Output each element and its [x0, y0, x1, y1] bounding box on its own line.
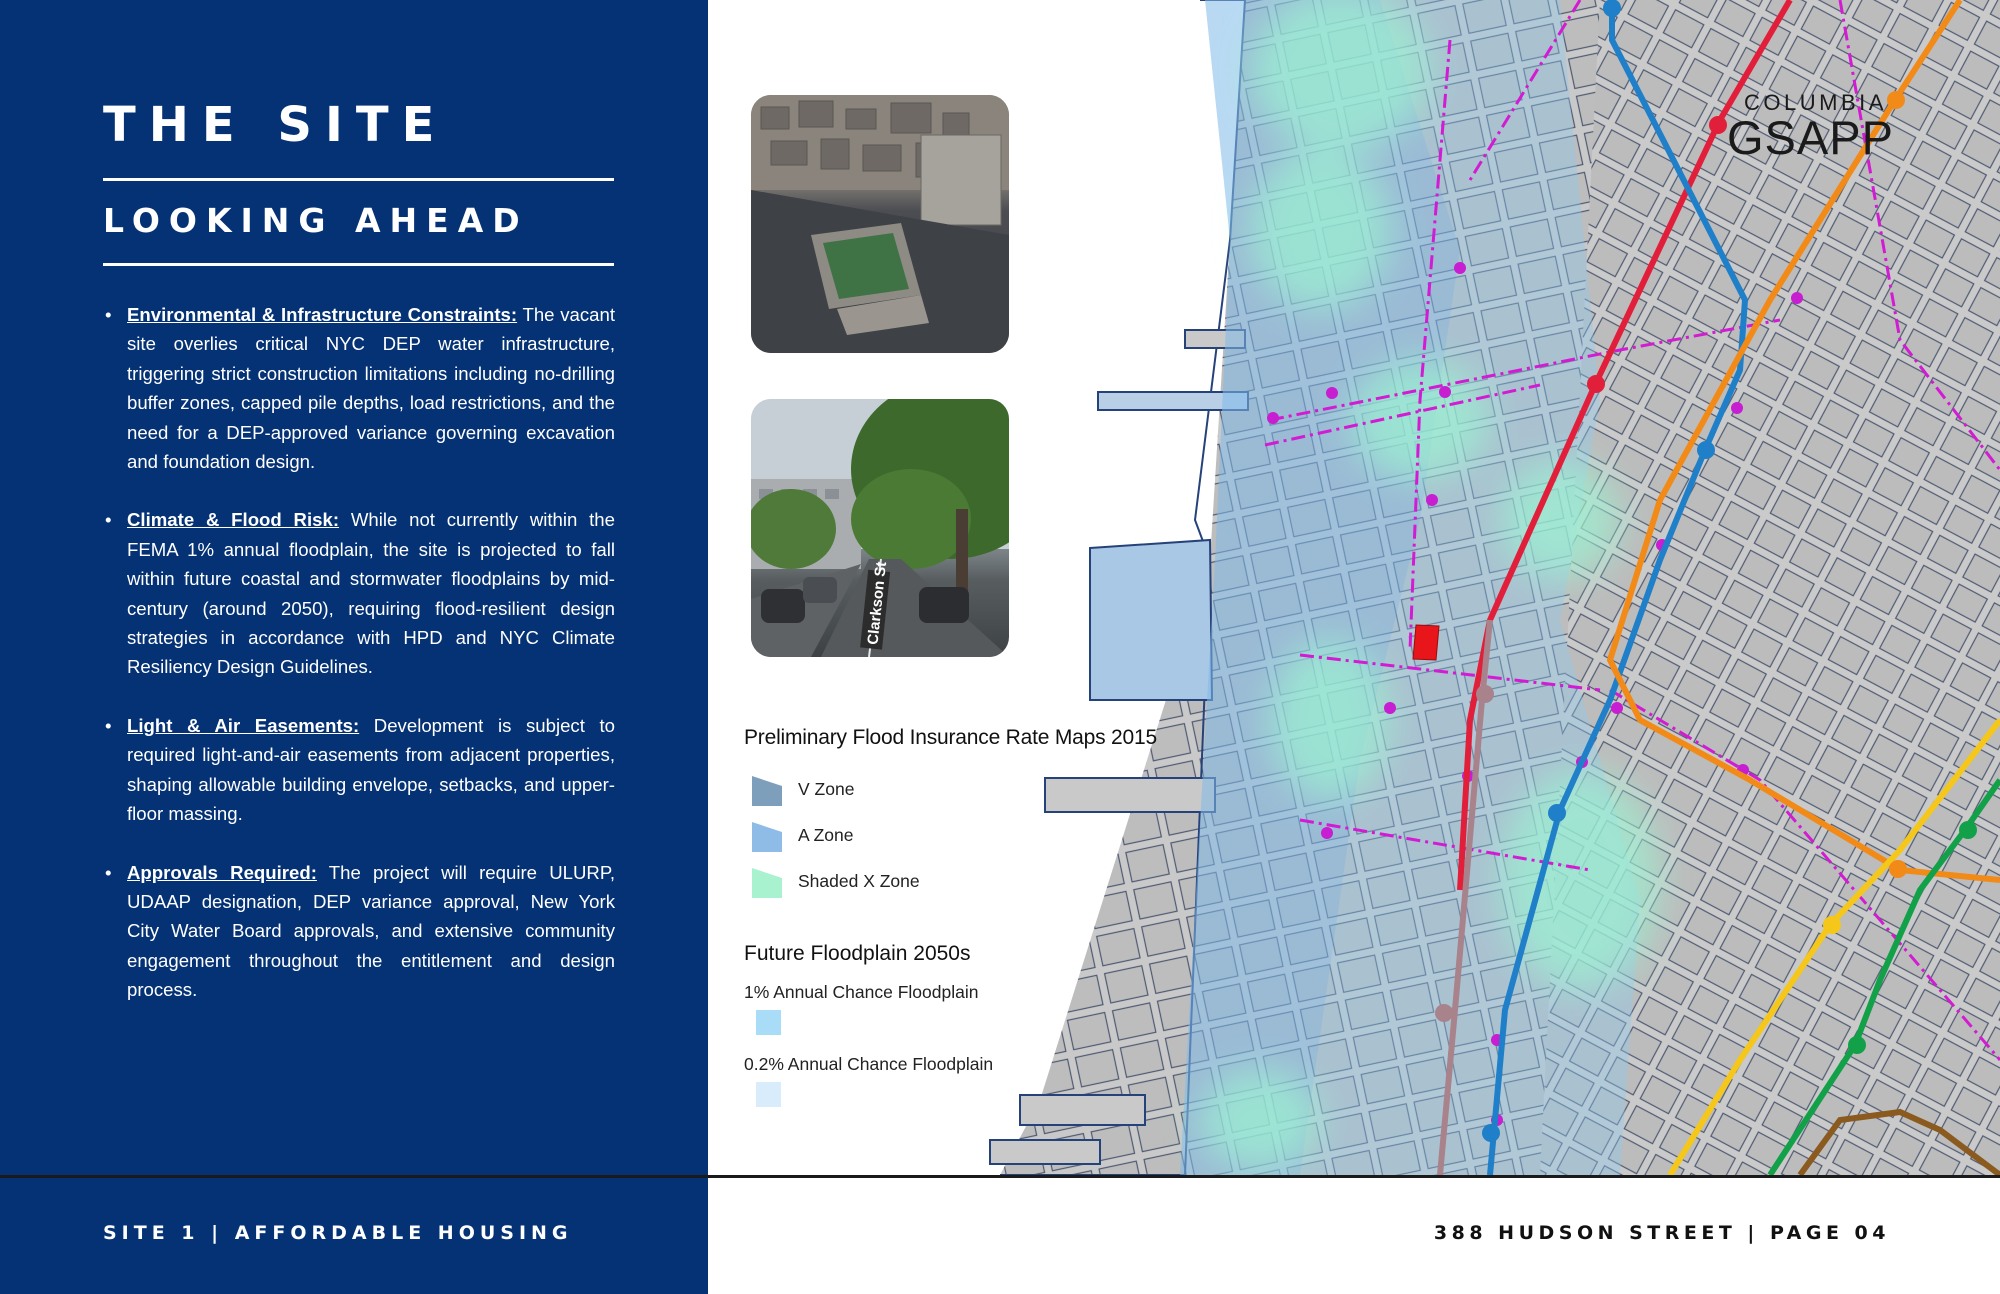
- station-orange-2: [1889, 860, 1907, 878]
- path-stop-9: [1731, 402, 1743, 414]
- path-stop-8: [1267, 412, 1279, 424]
- legend-item-label: Shaded X Zone: [798, 871, 920, 891]
- floodplain-1pct-label: 1% Annual Chance Floodplain: [744, 982, 979, 1002]
- title-rule: [103, 178, 614, 181]
- bullet-heading: Approvals Required:: [127, 861, 317, 883]
- v-zone-swatch: [752, 776, 782, 806]
- station-red-1: [1709, 116, 1727, 134]
- pier-f: [990, 1140, 1100, 1164]
- legend-title: Preliminary Flood Insurance Rate Maps 2015: [744, 726, 1157, 749]
- station-yellow-1: [1823, 916, 1841, 934]
- path-stop-6: [1321, 827, 1333, 839]
- page-subtitle: LOOKING AHEAD: [103, 201, 529, 240]
- station-green-1: [1959, 821, 1977, 839]
- station-orange-1: [1887, 91, 1905, 109]
- path-stop-1: [1454, 262, 1466, 274]
- pier-c: [1090, 540, 1212, 700]
- floodplain-1pct-swatch: [756, 1010, 781, 1035]
- aerial-photo: [751, 95, 1009, 353]
- shaded-x-zone-2: [1250, 150, 1390, 310]
- station-blue-4: [1482, 1124, 1500, 1142]
- path-stop-4: [1384, 702, 1396, 714]
- shaded-x-zone-swatch: [752, 868, 782, 898]
- legend-item-label: A Zone: [798, 825, 854, 845]
- shaded-x-zone-6: [1500, 770, 1660, 990]
- bullet-climate-flood: [103, 505, 615, 681]
- shaded-x-zone-5: [1270, 640, 1390, 800]
- constraints-list: [103, 300, 615, 1034]
- station-red-2: [1587, 375, 1605, 393]
- bullet-body: The vacant site overlies critical NYC DEP water infrastructure, triggering strict construction limitations including no-drilling buffer zones, capped pile depths, load restrictions, and the need for a DEP-approved variance governing excavation and foundation design.: [127, 304, 615, 473]
- bullet-light-air: [103, 711, 615, 829]
- bullet-heading: Light & Air Easements:: [127, 714, 360, 736]
- floodplain-02pct-swatch: [756, 1082, 781, 1107]
- bullet-body: Development is subject to required light-and-air easements from adjacent properties, shaping allowable building envelope, setbacks, and upper-floor massing.: [127, 714, 615, 825]
- footer-page-label: 388 HUDSON STREET | PAGE 04: [1433, 1222, 1890, 1244]
- station-blue-2: [1697, 441, 1715, 459]
- bullet-environmental: [103, 300, 615, 476]
- page-title: THE SITE: [103, 97, 448, 153]
- bullet-heading: Environmental & Infrastructure Constraints:: [127, 304, 518, 325]
- path-stop-12: [1611, 702, 1623, 714]
- bullet-approvals: [103, 858, 615, 1005]
- path-stop-2: [1439, 386, 1451, 398]
- station-grey-1: [1476, 685, 1494, 703]
- station-grey-2: [1435, 1004, 1453, 1022]
- pier-d: [1045, 778, 1215, 812]
- floodplain-02pct-label: 0.2% Annual Chance Floodplain: [744, 1054, 994, 1074]
- shaded-x-zone-7: [1200, 1070, 1320, 1170]
- path-stop-10: [1791, 292, 1803, 304]
- station-blue-3: [1548, 804, 1566, 822]
- bullet-body: The project will require ULURP, UDAAP designation, DEP variance approval, New York City Water Board approvals, and extensive community engagement throughout the entitlement and design process.: [127, 861, 615, 1001]
- future-floodplain-title: Future Floodplain 2050s: [744, 942, 971, 965]
- bullet-body: While not currently within the FEMA 1% annual floodplain, the site is projected to fall within future coastal and stormwater floodplains by mid-century (around 2050), requiring flood-resilient design strategies in accordance with HPD and NYC Climate Resiliency Design Guidelines.: [127, 509, 615, 678]
- bullet-heading: Climate & Flood Risk:: [127, 509, 340, 531]
- street-photo: [751, 399, 1009, 657]
- footer-site-label: SITE 1 | AFFORDABLE HOUSING: [103, 1222, 573, 1244]
- site-marker: [1413, 625, 1439, 660]
- legend-item-label: V Zone: [798, 779, 855, 799]
- street-sign: Clarkson St: [864, 560, 891, 646]
- logo-top: COLUMBIA: [1744, 90, 1887, 115]
- subtitle-rule: [103, 263, 614, 266]
- a-zone-swatch: [752, 822, 782, 852]
- path-stop-7: [1326, 387, 1338, 399]
- logo-main: GSAPP: [1727, 111, 1894, 164]
- station-green-2: [1848, 1036, 1866, 1054]
- pier-e: [1020, 1095, 1145, 1125]
- path-stop-3: [1426, 494, 1438, 506]
